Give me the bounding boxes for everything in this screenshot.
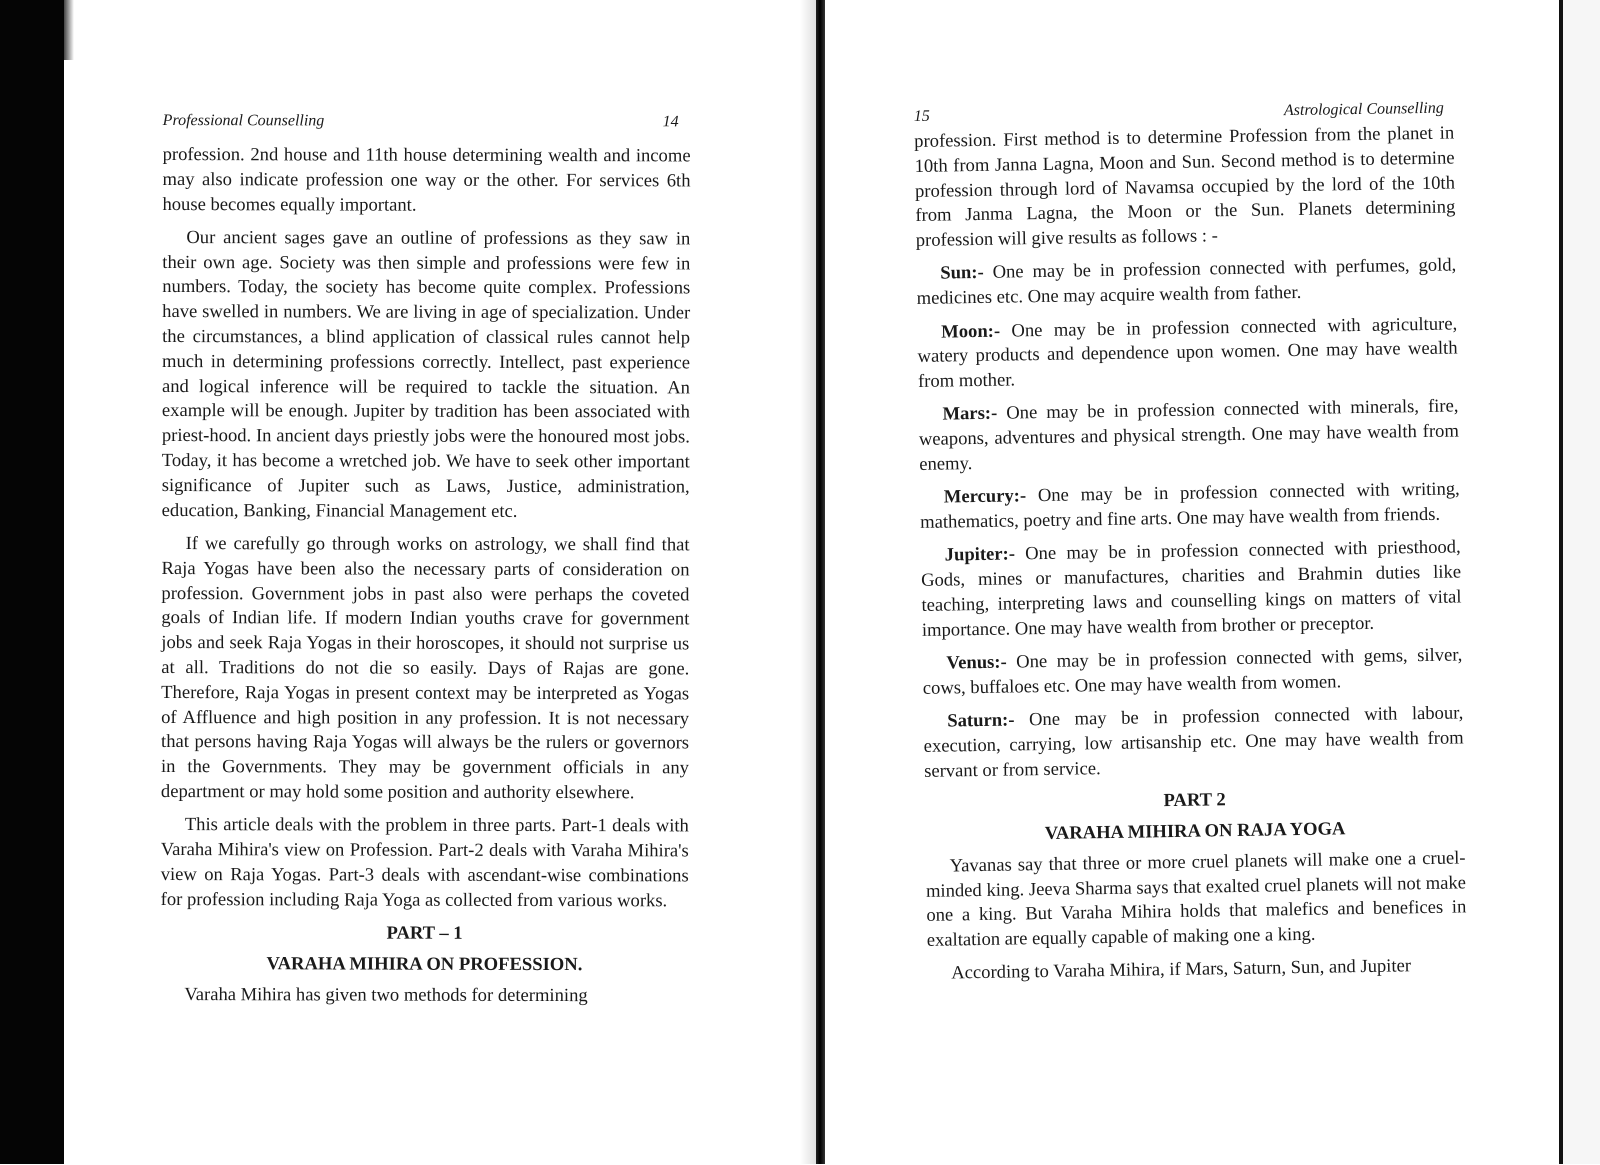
left-page	[160, 0, 691, 1165]
running-title: Astrological Counselling	[1283, 99, 1444, 120]
paragraph: profession. 2nd house and 11th house determining wealth and income may also indicate profession one way or the other. For services 6th house becomes equally important.	[162, 143, 691, 216]
paragraph: Varaha Mihira has given two methods for determining	[184, 983, 588, 1006]
planet-entry-moon	[917, 312, 1458, 395]
paragraph: If we carefully go through works on astrology, we shall find that Raja Yogas have been also the necessary parts of consideration on profession. Government jobs in past also were perhaps the coveted goals of Indian life. If modern Indian youths crave for government jobs and seek Raja Yogas in their horoscopes, it should not surprise us at all. Traditions do not die so easily. Days of Rajas are gone. Therefore, Raja Yogas in present context may be interpreted as Yogas of Affluence and high position in any profession. It is not necessary that persons having Raja Yogas will always be the rulers or governors in the Governments. They may be government officials in any department or may hold some position and authority elsewhere.	[160, 533, 690, 804]
planet-name: Jupiter:-	[944, 543, 1016, 567]
part-heading: PART 2	[1163, 789, 1226, 812]
book-spine-shadow	[800, 0, 816, 1164]
planet-description: One may be in profession connected with perfumes, gold, medicines etc. One may acquire wealth from father.	[916, 254, 1457, 310]
page-number: 14	[662, 113, 679, 131]
scan-margin-right	[1563, 0, 1600, 1164]
page-body-right	[914, 122, 1468, 996]
planet-name: Venus:-	[946, 651, 1007, 674]
planet-name: Saturn:-	[947, 709, 1015, 732]
paragraph: Yavanas say that three or more cruel planets will make one a cruel-minded king. Jeeva Sharma says that exalted cruel planets will not make one a king. But Varaha Mihira holds that malefics and benefices in exaltation are equally capable of making one a king.	[925, 847, 1467, 951]
part-heading: PART – 1	[386, 922, 463, 944]
scan-border-left-fade	[64, 0, 74, 60]
paragraph: profession. First method is to determine Profession from the planet in 10th from Janna Lagna, Moon and Sun. Second method is to determine profession through lord of Navamsa occupied by the lord of the 10th from Janma Lagna, the Moon or the Sun. Planets determining profession will give results as follows : -	[914, 122, 1456, 252]
paragraph: This article deals with the problem in three parts. Part-1 deals with Varaha Mihira's view on Profession. Part-2 deals with Varaha Mihira's view on Raja Yogas. Part-3 deals with ascendant-wise combinations for profession including Raja Yoga as collected from various works.	[160, 814, 689, 911]
planet-description: One may be in profession connected with minerals, fire, weapons, adventures and physical strength. One may have wealth from enemy.	[918, 395, 1460, 476]
planet-name: Mercury:-	[943, 485, 1027, 508]
right-page	[912, 0, 1470, 1164]
planet-name: Moon:-	[941, 320, 1001, 343]
planet-entry-saturn	[923, 702, 1464, 785]
planet-entry-jupiter	[921, 536, 1462, 644]
planet-description: One may be in profession connected with labour, execution, carrying, low artisanship etc. One may have wealth from servant or from service.	[923, 702, 1464, 782]
scan-border-left	[0, 0, 64, 1164]
section-heading: VARAHA MIHIRA ON RAJA YOGA	[1044, 818, 1346, 844]
section-heading: VARAHA MIHIRA ON PROFESSION.	[266, 952, 583, 975]
planet-description: One may be in profession connected with writing, mathematics, poetry and fine arts. One may have wealth from friends.	[920, 478, 1460, 534]
planet-entry-venus	[922, 644, 1463, 702]
planet-entry-mercury	[920, 478, 1461, 536]
paragraph: According to Varaha Mihira, if Mars, Saturn, Sun, and Jupiter	[951, 955, 1412, 984]
planet-name: Sun:-	[940, 262, 984, 285]
planet-description: One may be in profession connected with priesthood, Gods, mines or manufactures, charities and Brahmin duties like teaching, interpreting laws and counselling kings on matters of vital importance. One may have wealth from brother or preceptor.	[920, 536, 1462, 641]
running-header-left	[163, 112, 691, 133]
running-title: Professional Counselling	[162, 111, 325, 130]
page-body-left	[160, 143, 690, 1017]
planet-description: One may be in profession connected with gems, silver, cows, buffaloes etc. One may have wealth from women.	[922, 644, 1463, 699]
page-number: 15	[913, 107, 930, 125]
planet-entry-sun	[916, 254, 1457, 312]
planet-entry-mars	[918, 395, 1459, 478]
planet-name: Mars:-	[942, 403, 998, 426]
book-spine	[816, 0, 825, 1164]
paragraph: Our ancient sages gave an outline of professions as they saw in their own age. Society was then simple and professions were few in numbers. Today, the society has become quite complex. Professions have swelled in numbers. We are living in age of specialization. Under the circumstances, a blind application of classical rules cannot help much in determining professions correctly. Intellect, past experience and logical inference will be required to tackle the situation. An example will be enough. Jupiter by tradition has been associated with priest-hood. In ancient days priestly jobs were the honoured most jobs. Today, it has become a wretched job. We have to seek other important significance of Jupiter such as Laws, Justice, administration, education, Banking, Financial Management etc.	[161, 226, 691, 522]
planet-description: One may be in profession connected with agriculture, watery products and dependence upon women. One may have wealth from mother.	[917, 313, 1458, 393]
